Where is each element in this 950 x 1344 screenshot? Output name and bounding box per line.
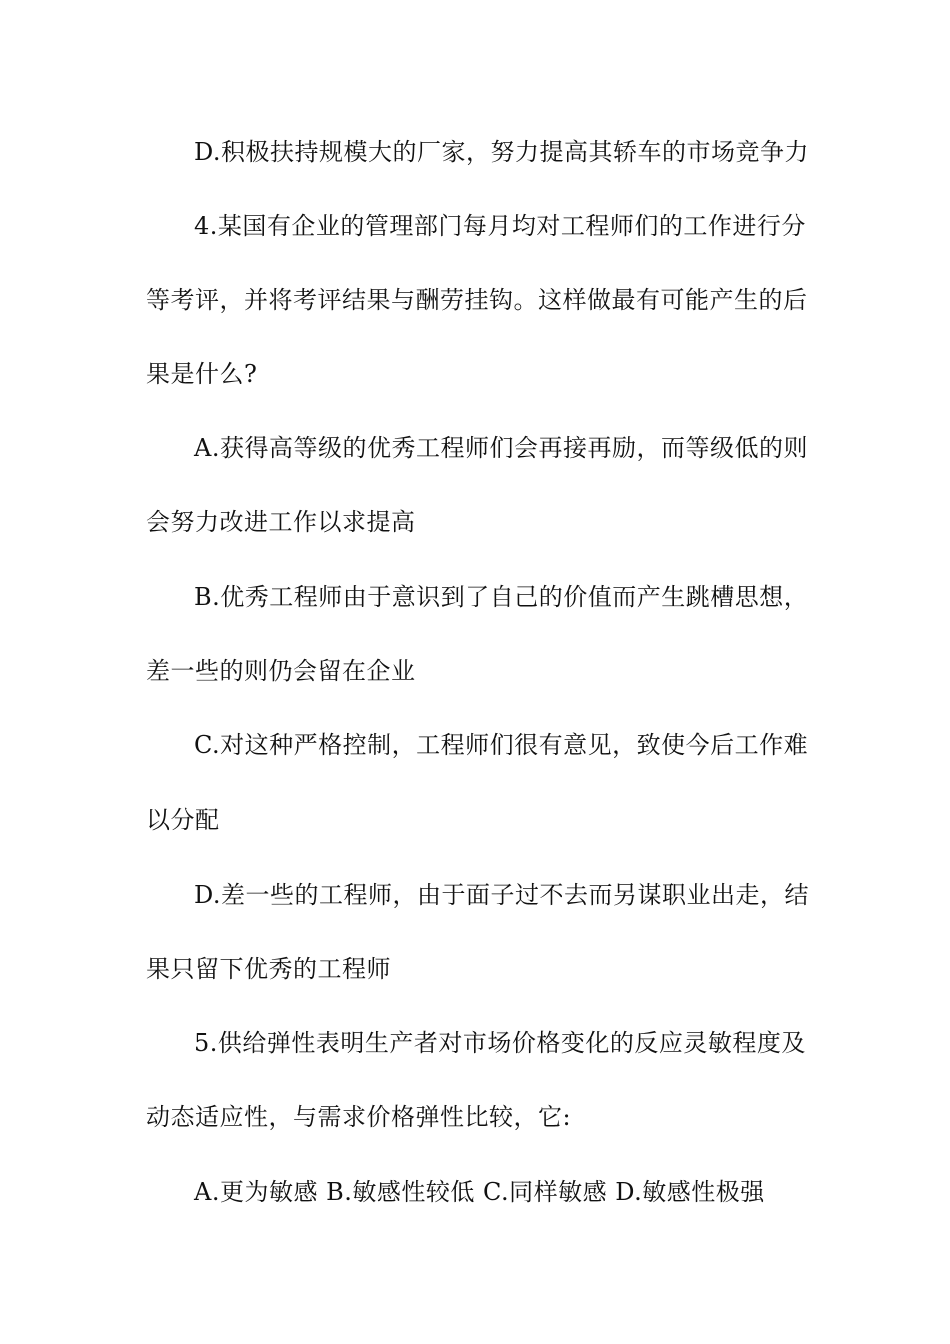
option-c-q4-line-1: C.对这种严格控制，工程师们很有意见，致使今后工作难 [194,731,809,759]
question-4-line-1: 4.某国有企业的管理部门每月均对工程师们的工作进行分 [194,212,806,240]
question-5-options: A.更为敏感 B.敏感性较低 C.同样敏感 D.敏感性极强 [194,1178,765,1206]
question-5-line-2: 动态适应性，与需求价格弹性比较，它: [146,1103,572,1131]
question-4-line-2: 等考评，并将考评结果与酬劳挂钩。这样做最有可能产生的后 [146,286,808,314]
option-c-q4-line-2: 以分配 [146,806,220,834]
option-d-q4-line-1: D.差一些的工程师，由于面子过不去而另谋职业出走，结 [194,881,810,909]
option-a-q4-line-1: A.获得高等级的优秀工程师们会再接再励，而等级低的则 [194,434,808,462]
option-b-q4-line-2: 差一些的则仍会留在企业 [146,657,416,685]
question-5-line-1: 5.供给弹性表明生产者对市场价格变化的反应灵敏程度及 [194,1029,806,1057]
option-a-q4-line-2: 会努力改进工作以求提高 [146,508,416,536]
option-d-q4-line-2: 果只留下优秀的工程师 [146,955,391,983]
option-b-q4-line-1: B.优秀工程师由于意识到了自己的价值而产生跳槽思想， [194,583,809,611]
option-d-q3: D.积极扶持规模大的厂家，努力提高其轿车的市场竞争力 [194,138,810,166]
question-4-line-3: 果是什么? [146,360,258,388]
